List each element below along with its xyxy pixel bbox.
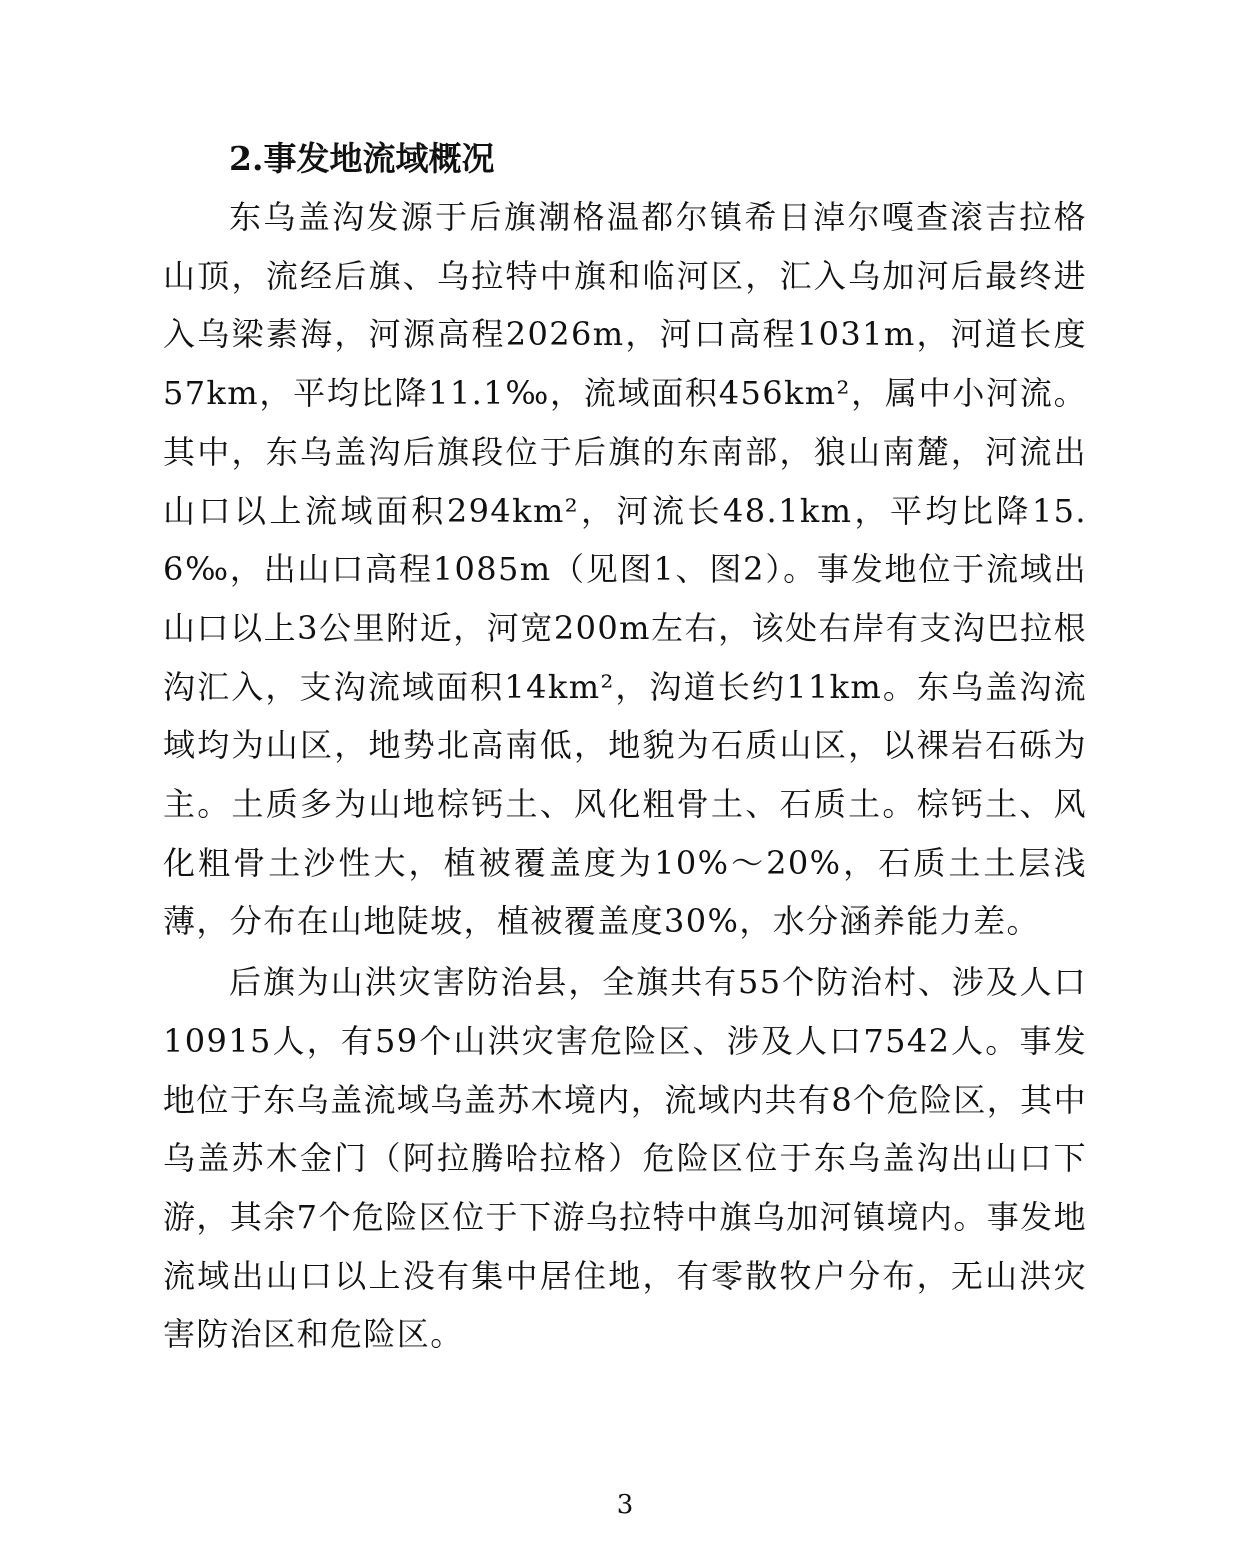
paragraph-flood-prevention: 后旗为山洪灾害防治县，全旗共有55个防治村、涉及人口10915人，有59个山洪灾害危险区、涉及人口7542人。事发地位于东乌盖流域乌盖苏木境内，流域内共有8个危险区，其中乌盖苏木金门（阿拉腾哈拉格）危险区位于东乌盖沟出山口下游，其余7个危险区位于下游乌拉特中旗乌加河镇境内。事发地流域出山口以上没有集中居住地，有零散牧户分布，无山洪灾害防治区和危险区。	[163, 963, 1087, 1354]
page-number: 3	[616, 1490, 634, 1520]
section-heading: 2.事发地流域概况	[229, 139, 495, 178]
document-body	[163, 130, 1087, 1364]
paragraph-watershed-overview: 东乌盖沟发源于后旗潮格温都尔镇希日淖尔嘎查滚吉拉格山顶，流经后旗、乌拉特中旗和临河区，汇入乌加河后最终进入乌梁素海，河源高程2026m，河口高程1031m，河道长度57km，平均比降11.1‰，流域面积456km²，属中小河流。其中，东乌盖沟后旗段位于后旗的东南部，狼山南麓，河流出山口以上流域面积294km²，河流长48.1km，平均比降15.6‰，出山口高程1085m（见图1、图2）。事发地位于流域出山口以上3公里附近，河宽200m左右，该处右岸有支沟巴拉根沟汇入，支沟流域面积14km²，沟道长约11km。东乌盖沟流域均为山区，地势北高南低，地貌为石质山区，以裸岩石砾为主。土质多为山地棕钙土、风化粗骨土、石质土。棕钙土、风化粗骨土沙性大，植被覆盖度为10%～20%，石质土土层浅薄，分布在山地陡坡，植被覆盖度30%，水分涵养能力差。	[163, 198, 1087, 941]
